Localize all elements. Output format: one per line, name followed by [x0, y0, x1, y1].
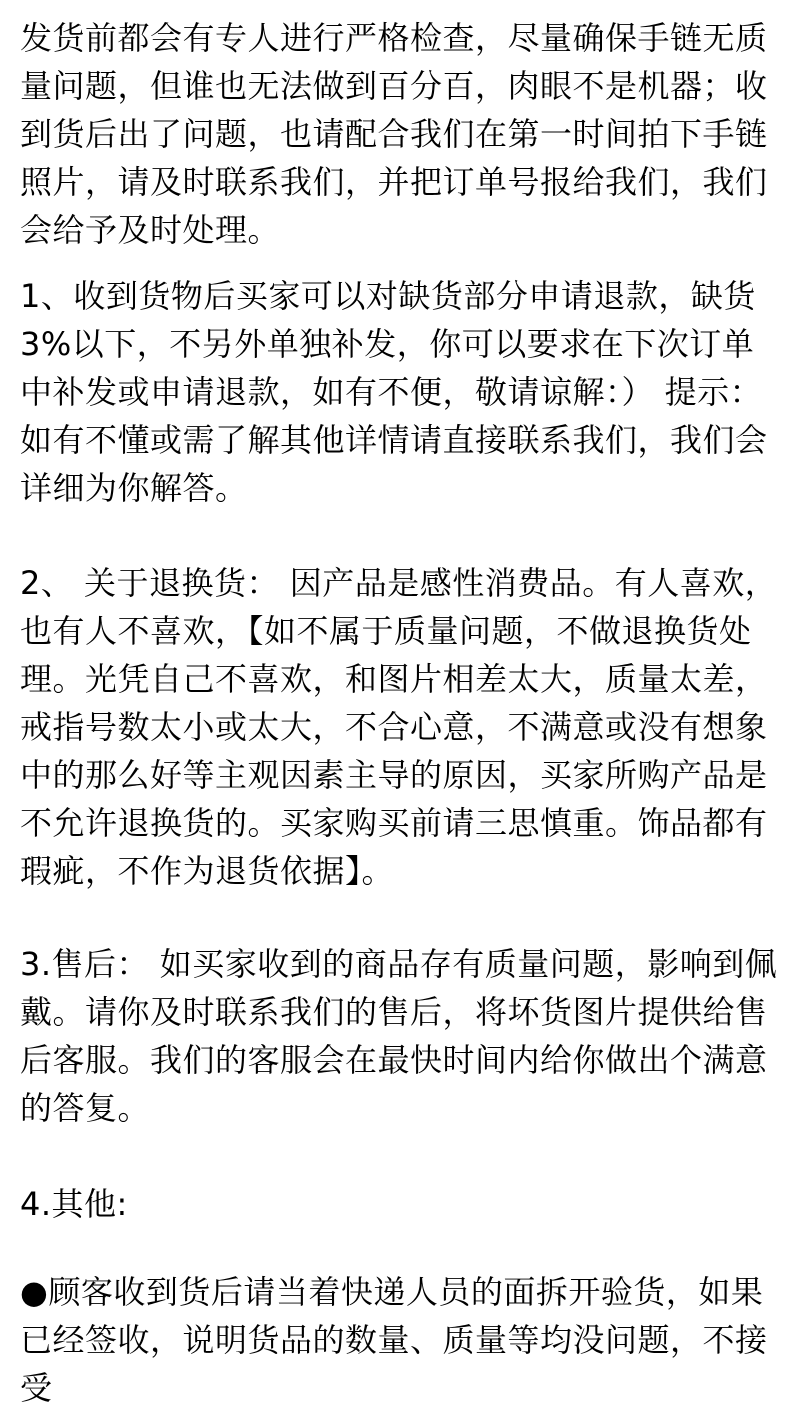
- paragraph-other-heading: 4.其他:: [20, 1185, 128, 1223]
- paragraph-return-exchange: 2、 关于退换货： 因产品是感性消费品。有人喜欢，也有人不喜欢，【如不属于质量问题，不做退换货处理。光凭自己不喜欢，和图片相差太大，质量太差，戒指号数太小或太大，不合心意，不满意或没有想象中的那么好等主观因素主导的原因，买家所购产品是不允许退换货的。买家购买前请三思慎重。饰品都有瑕疵，不作为退货依据】。: [20, 564, 778, 890]
- paragraph-refund-shortage: 1、收到货物后买家可以对缺货部分申请退款，缺货3%以下，不另外单独补发，你可以要求在下次订单中补发或申请退款，如有不便，敬请谅解：） 提示：如有不懂或需了解其他详情请直接联系我们，我们会详细为你解答。: [20, 277, 768, 507]
- paragraph-after-sales: 3.售后： 如买家收到的商品存有质量问题，影响到佩戴。请你及时联系我们的售后，将坏货图片提供给售后客服。我们的客服会在最快时间内给你做出个满意的答复。: [20, 945, 778, 1127]
- paragraph-inspection-notice: 发货前都会有专人进行严格检查，尽量确保手链无质量问题，但谁也无法做到百分百，肉眼不是机器；收到货后出了问题，也请配合我们在第一时间拍下手链照片，请及时联系我们，并把订单号报给我们，我们会给予及时处理。: [20, 19, 768, 249]
- paragraph-delivery-inspection: ●顾客收到货后请当着快递人员的面拆开验货，如果已经签收，说明货品的数量、质量等均没问题，不接受: [20, 1273, 768, 1407]
